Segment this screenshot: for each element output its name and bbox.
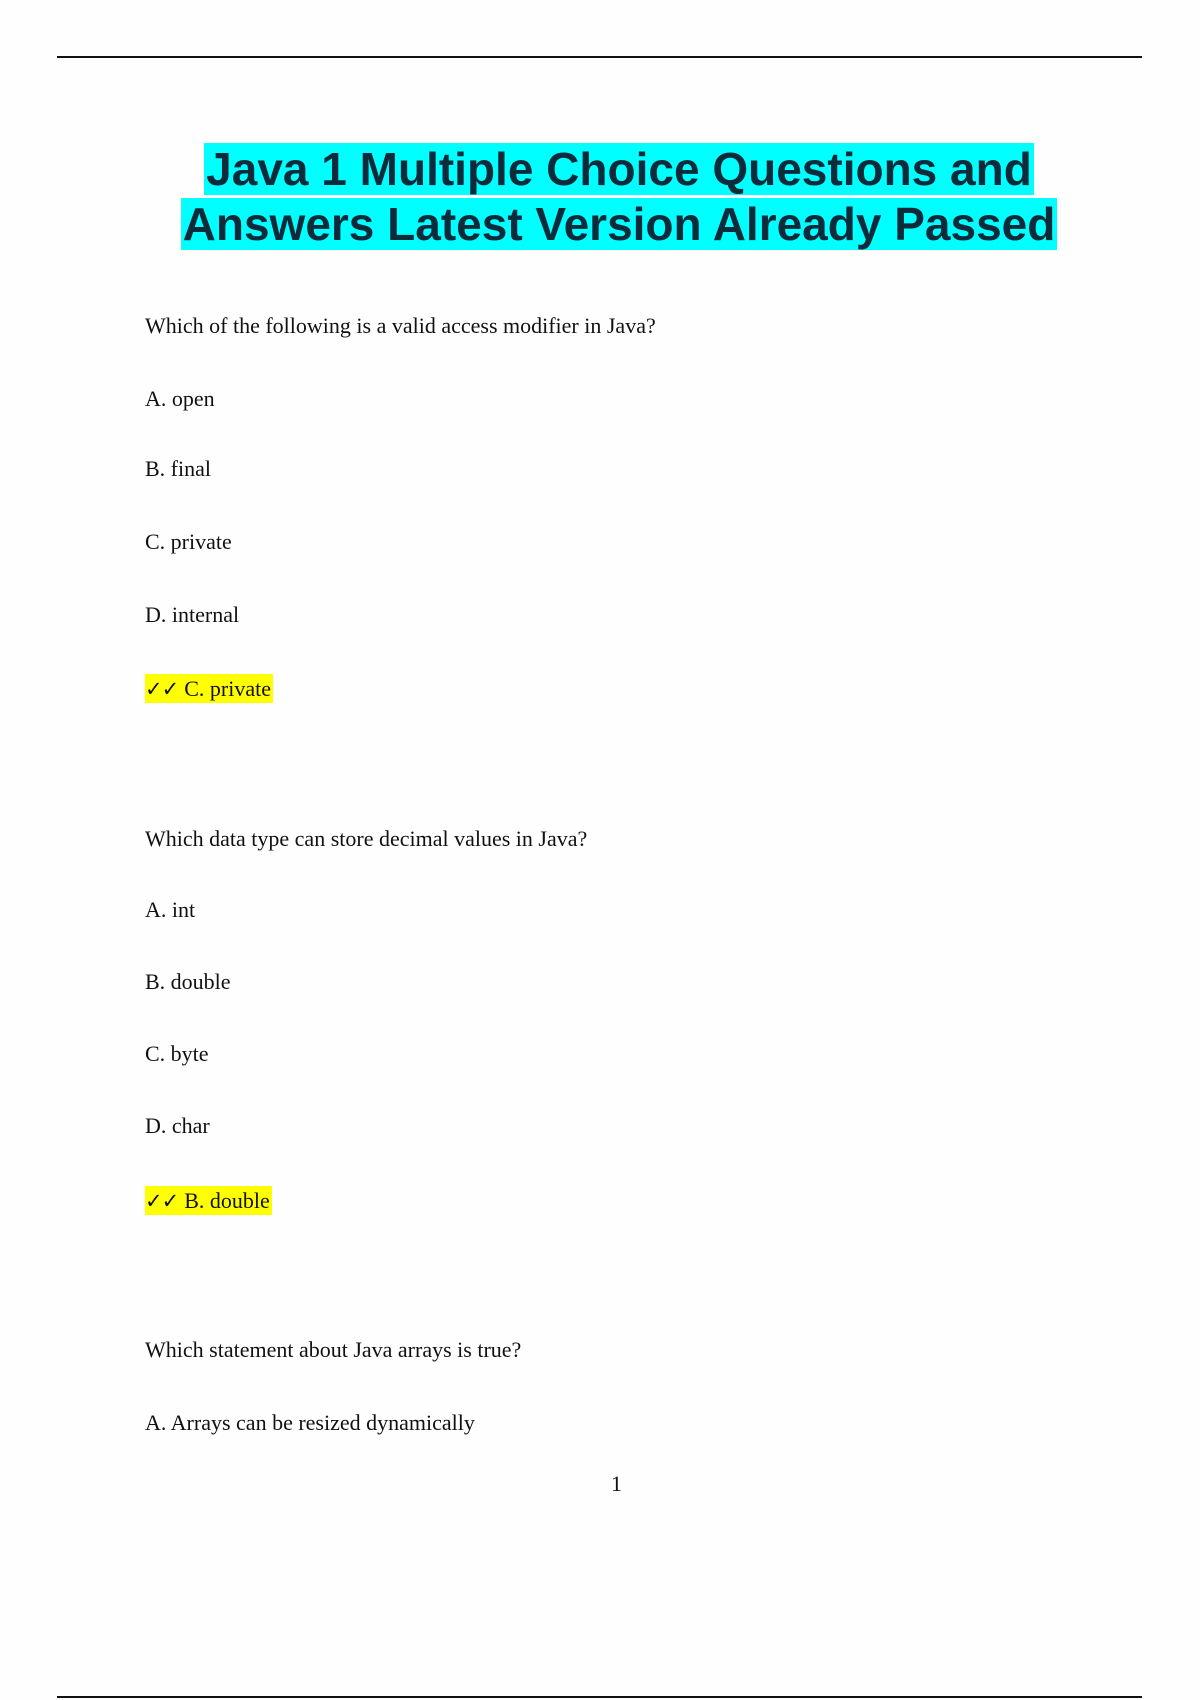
question-2-option-b: B. double	[145, 969, 231, 994]
question-1-option-d: D. internal	[145, 602, 240, 627]
double-check-icon: ✓✓	[145, 1189, 179, 1213]
question-2-answer-text: B. double	[184, 1188, 270, 1213]
question-2-text: Which data type can store decimal values in Java?	[145, 826, 588, 851]
footer-rule	[57, 1696, 1142, 1698]
question-2-answer	[145, 1187, 272, 1215]
title-line-2: Answers Latest Version Already Passed	[182, 198, 1056, 250]
page-number: 1	[611, 1471, 622, 1496]
question-3-text: Which statement about Java arrays is true?	[145, 1337, 522, 1362]
double-check-icon: ✓✓	[145, 677, 179, 701]
title-line-1: Java 1 Multiple Choice Questions and	[206, 143, 1032, 195]
question-1-option-a: A. open	[145, 386, 215, 411]
document-title	[120, 142, 1118, 252]
question-2-option-a: A. int	[145, 897, 196, 922]
answer-highlight	[145, 674, 273, 703]
question-1-option-c: C. private	[145, 529, 232, 554]
answer-highlight	[145, 1186, 272, 1215]
question-1-option-b: B. final	[145, 456, 211, 481]
question-1-text: Which of the following is a valid access modifier in Java?	[145, 313, 656, 338]
question-2-option-c: C. byte	[145, 1041, 209, 1066]
question-2-option-d: D. char	[145, 1113, 210, 1138]
header-rule	[57, 56, 1142, 58]
question-3-option-a: A. Arrays can be resized dynamically	[145, 1410, 475, 1435]
question-1-answer	[145, 675, 273, 703]
question-1-answer-text: C. private	[184, 676, 271, 701]
